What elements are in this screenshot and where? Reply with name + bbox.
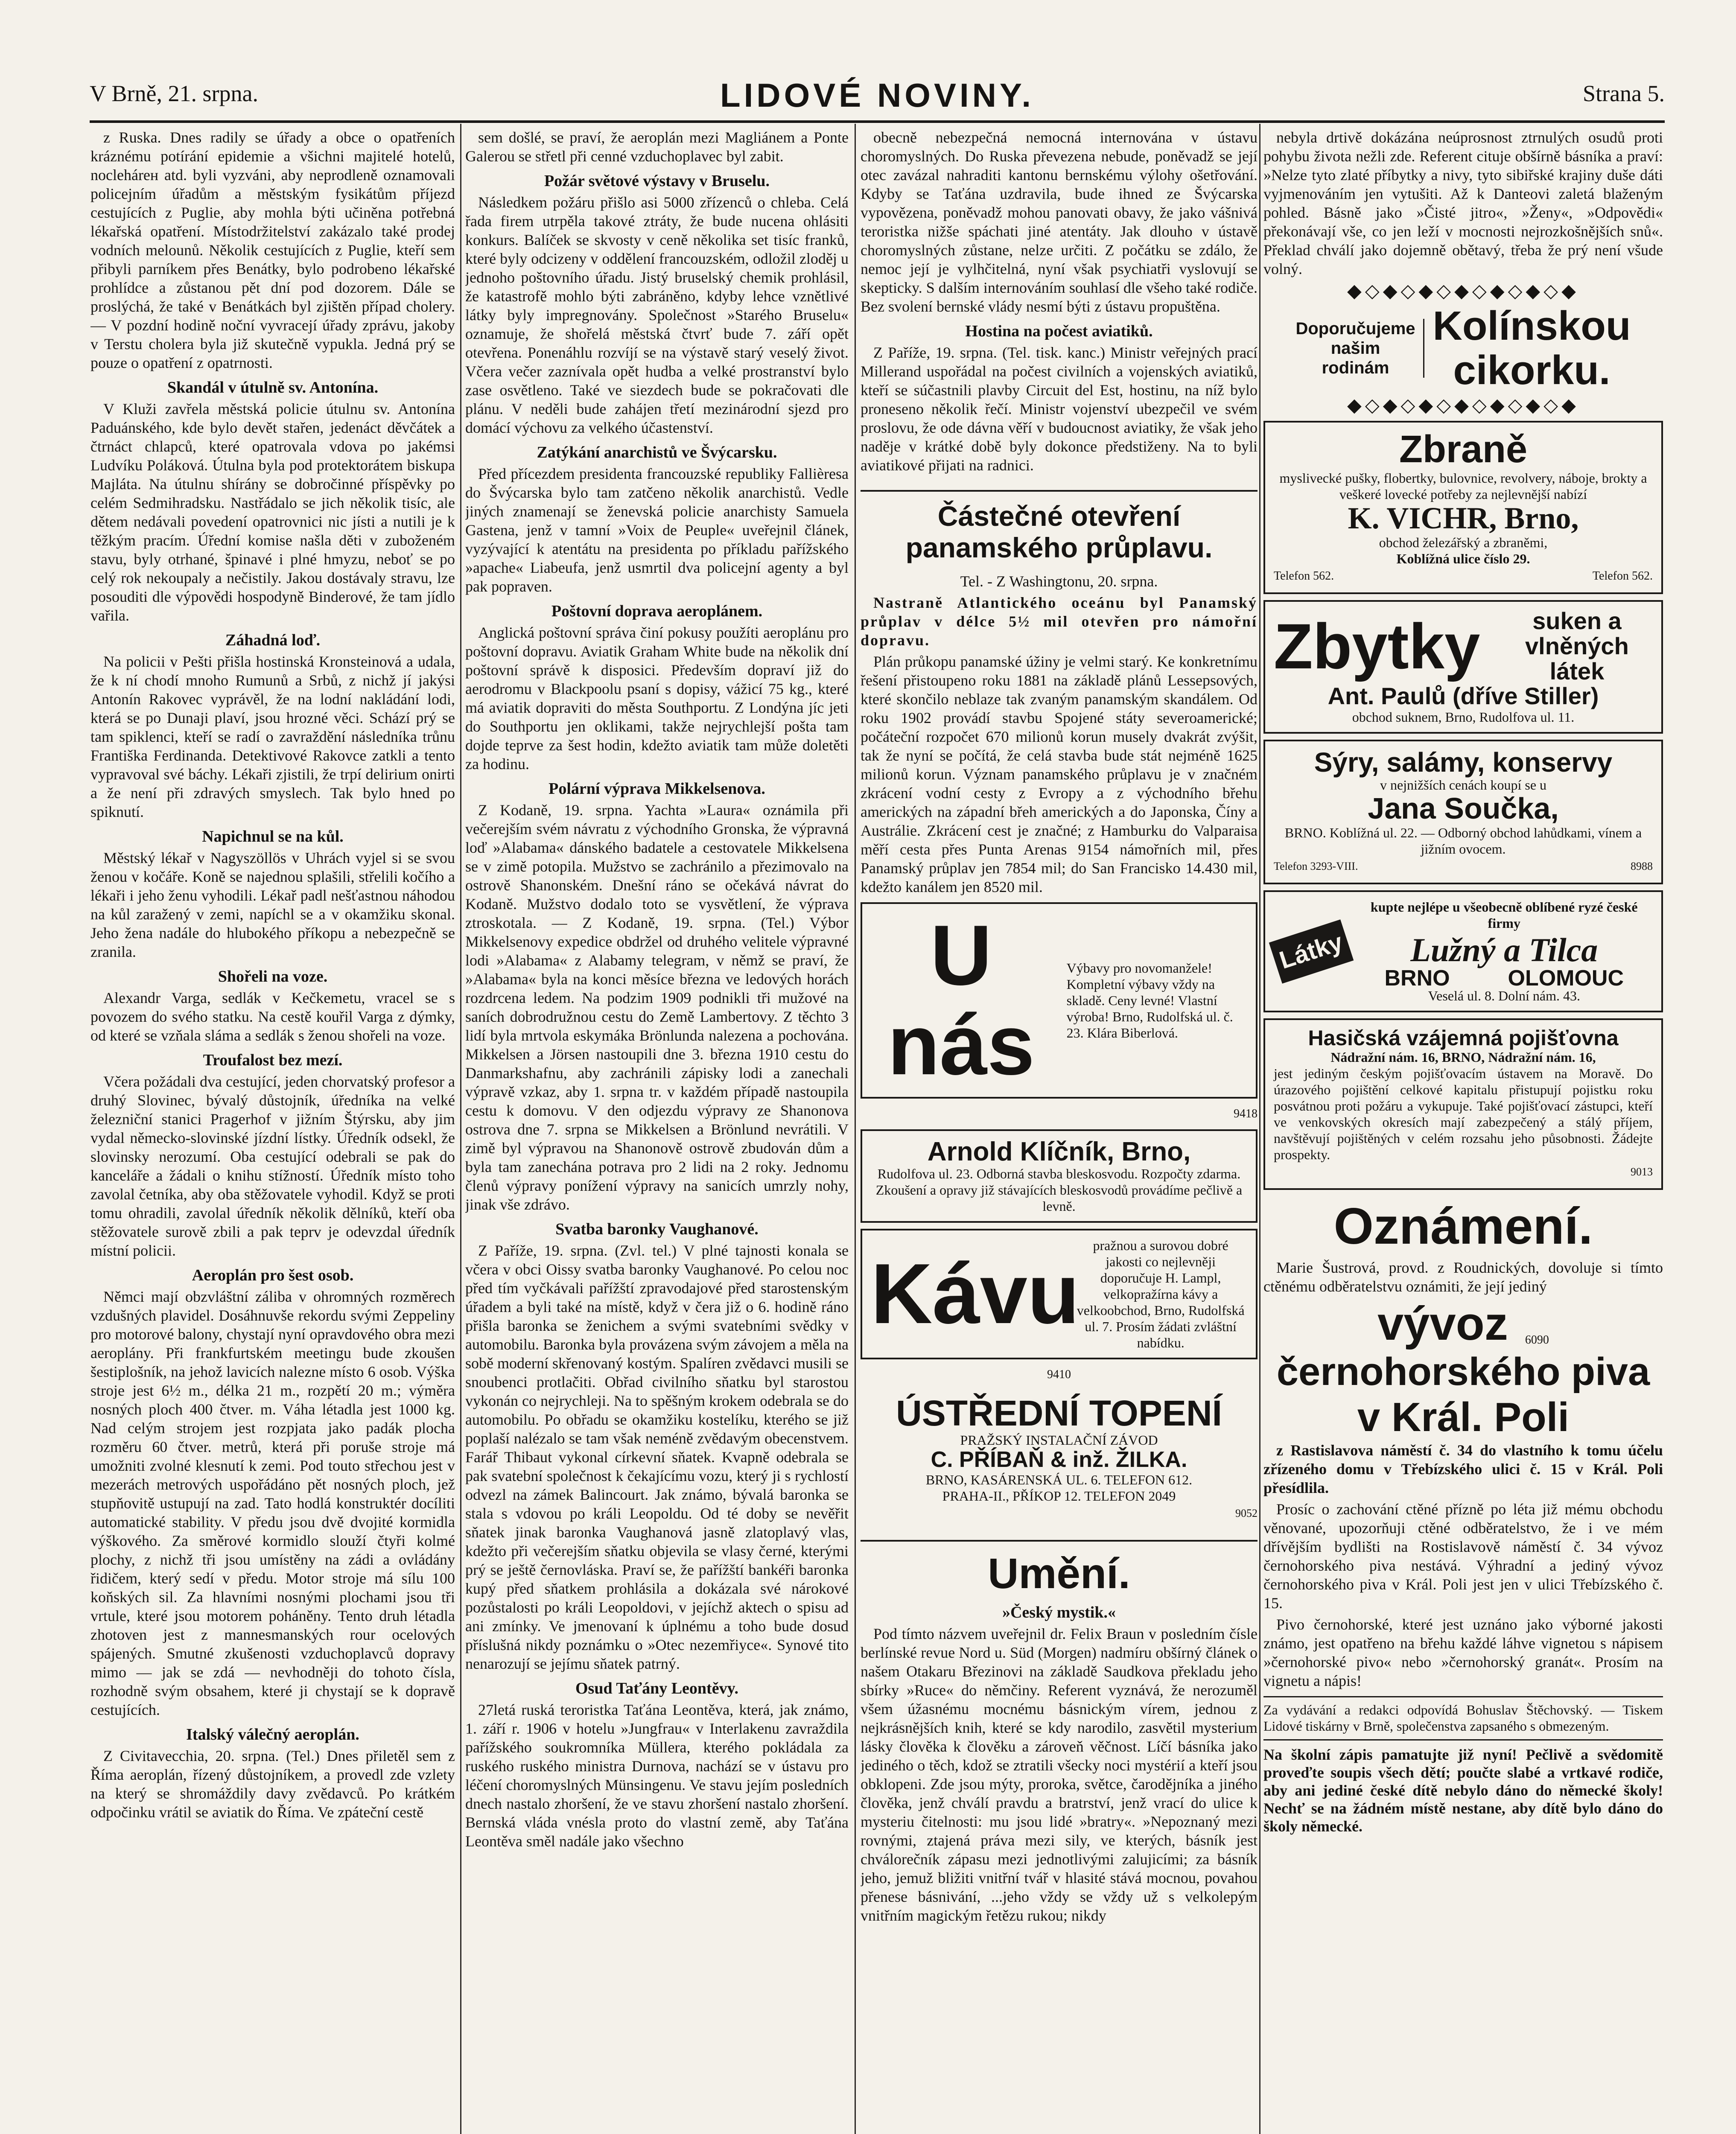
ad-latky-badge: Látky [1269,919,1354,983]
article-heading: Požár světové výstavy v Bruselu. [544,172,770,190]
ad-oznameni-text: z Rastislavova náměstí č. 34 do vlastního k tomu účelu zřízeného domu v Třebízského ulici č. 15 v Král. Poli přesídlila. [1263,1442,1663,1497]
ad-kavu-title: Kávu [871,1246,1080,1342]
ad-zbrane-name: K. VICHR, Brno, [1348,501,1579,535]
ad-zbrane-phone: Telefon 562. [1274,569,1334,583]
panama-headline: Částečné otevření panamského průplavu. [861,490,1258,563]
article-text: nebyla drtivě dokázána neúprosnost ztrnulých osudů proti pohybu života nežli zde. Referent cituje obšírně básníka a praví: »Nelze tyto zlaté příbytky a nivy, tyto sibiřské krajiny duše dáti vyjmenováním jen vytušiti. Až k Danteovi zaletá blaženým pohled. Básně jako »Čisté jitro«, »Ženy«, »Odpovědi« překonávají vše, co jen leží v mocnosti nejrozkošnějších snů«. Překlad chválí jako dojemně obětavý, třeba že prý není všude volný. [1263,129,1663,277]
ad-kolinska-line: cikorku. [1453,347,1611,393]
article-text: Na policii v Pešti přišla hostinská Kronsteinová a udala, že k ní chodí mnoho Rumunů a Srbů, z nichž jí jakýsi Antonín Rakovec vyprávěl, že na lodní nakládání lodi, která se po Dunaji plaví, jsou hrozné věci. Schází prý se tam spiklenci, kteří se radí o zavraždění následníka trůnu Františka Ferdinanda. Detektivové Rakovce zatkli a tento vypravoval své báchy. Lékaři zjistili, že trpí delirium onirti a že není při zdravých smyslech. Tak bylo hned po spiknutí. [90,653,455,820]
ad-syry-addr: BRNO. Koblížná ul. 22. — Odborný obchod lahůdkami, vínem a jižním ovocem. [1284,825,1642,857]
page-header [90,76,1665,123]
ad-zbytky-title: Zbytky [1274,610,1480,682]
article-heading: Poštovní doprava aeroplánem. [551,602,763,620]
ad-oznameni-vyvoz-word: vývoz [1377,1297,1508,1350]
ad-zbrane-text: obchod železářský a zbraněmi, [1379,535,1548,551]
article-heading: Napichnul se na kůl. [202,828,344,845]
imprint: Za vydávání a redakci odpovídá Bohuslav Štěchovský. — Tiskem Lidové tiskárny v Brně, společenstva zapsaného s obmezeným. [1263,1696,1663,1734]
ad-zbytky-row [1274,609,1653,684]
article-text: 27letá ruská teroristka Taťána Leontěva, která, jak známo, 1. září r. 1906 v hotelu »Jungfrau« v Interlakenu zavraždila pařížského soukromníka Müllera, kterého pokládala za ruského ruského ministra Durnova, nachází se v ústavu pro léčení choromyslných Münsingenu. Ve stavu jejím posledních dnech nastalo zhoršení, že ve stavu zhoršení nastalo zhoršení. Bernská vláda vnésla proto do vlastní země, aby Taťána Leontěva směl nadále jako všechno [465,1701,849,1850]
dateline: Tel. - Z Washingtonu, 20. srpna. [960,573,1158,590]
ad-latky-name: Lužný a Tilca [1410,931,1598,968]
ad-klicnik-text: Rudolfova ul. 23. Odborná stavba bleskosvodu. Rozpočty zdarma. Zkoušení a opravy již stávajících bleskosvodů provádíme pečlivě a levně. [875,1166,1243,1214]
article-text: Pod tímto názvem uveřejnil dr. Felix Braun v posledním čísle berlínské revue Nord u. Süd (Morgen) nadmíru obšírný článek o našem Otakaru Březinovi na základě Saudkova překladu jeho sbírky »Ruce« do němčiny. Referent vyznává, že nerozuměl všem úžasnému mocnému básnickým vírem, jednou z nejkrásnějších knih, které se kdy narodilo, zasvětil mysterium lásky člověka k člověku a zároveň věčnost. Líčí básníka jako jediného o těch, kdož se ztratili všecky noci mystérií a kteří jsou obklopeni. Zde jsou mýty, proroka, světce, čarodějníka a jiného člověka, jenž chválí pravdu a bratrství, jenž vrací do ulice k mysteriu čitelnosti: mu jsou lidé »bratry«. »Nepoznaný mezi rovnými, ztajená práva mezi sily, ve kterých, básník jest chválorečník zápasu mezi jednotlivými zalujicími; za básník jeho, jemuž bližiti vnitřní tvář v hlasité stává mocnou, povahou přenese básnivání, ...jeho vždy se vždy už s velkolepým vnitřním magickým řetězu rukou; nikdy [861,1625,1258,1924]
ad-syry-title: Sýry, salámy, konservy [1314,747,1613,778]
ad-topeni-addr: BRNO, KASÁRENSKÁ UL. 6. TELEFON 612. [925,1472,1193,1487]
ad-topeni [861,1390,1258,1527]
masthead-title: LIDOVÉ NOVINY. [720,76,1035,114]
article-heading: Italský válečný aeroplán. [186,1726,359,1743]
page-number: Strana 5. [1583,81,1665,106]
column-2 [465,128,849,2134]
column-divider [855,124,856,2134]
ad-oznameni-vyvoz [1263,1298,1663,1350]
ad-topeni-sub: PRAŽSKÝ INSTALAČNÍ ZÁVOD [960,1432,1158,1448]
ad-zbrane-phones [1274,567,1653,586]
ad-number: 9013 [1631,1166,1653,1178]
article-lead: Nastraně Atlantického oceánu byl Panamský průplav v délce 5½ mil otevřen pro námořní dopravu. [861,594,1258,649]
header-rule [90,120,1665,123]
column-3 [861,128,1258,2134]
ad-zbrane-addr: Koblížná ulice číslo 29. [1396,551,1530,567]
ad-oznameni-title: Oznámení. [1333,1198,1593,1255]
ad-topeni-title: ÚSTŘEDNÍ TOPENÍ [896,1393,1222,1434]
ad-latky-top: kupte nejlépe u všeobecně oblíbené ryzé české firmy [1370,899,1638,931]
article-text: Plán průkopu panamské úžiny je velmi starý. Ke konkretnímu řešení přistoupeno roku 1881 na základě plánů Lessepsových, které skončilo neblaze tak zvaným panamským skandálem. Od roku 1902 provádí stavbu Spojené státy severoamerické; počáteční rozpočet 670 milionů korun musely dvakrát zvýšit, tak že nyní se počítá, že celá stavba bude stát nejméně 1625 milionů korun. Význam panamského průplavu je v značném zkrácení vodní cesty z Evropy a z východního břehu amerických na západní břeh amerických a do Japonska, Číny a Austrálie. Zkrácení cest je značné; z Hamburku do Valparaisa měří cesta přes Punta Arenas 9154 námořních mil, přes Panamský průplav jen 7854 mil; do San Francisko 14.430 mil, kdežto kanálem jen 8520 mil. [861,653,1258,895]
article-heading: Troufalost bez mezí. [203,1051,343,1069]
ad-luzny-tilca [1263,890,1663,1012]
ad-number: 9052 [1235,1507,1258,1519]
ad-kolinska-line: Kolínskou [1433,303,1631,349]
ad-syry-name: Jana Součka, [1368,792,1559,825]
ad-topeni-addr: PRAHA-II., PŘÍKOP 12. TELEFON 2049 [942,1488,1176,1504]
article-text: Anglická poštovní správa činí pokusy použíti aeroplánu pro poštovní dopravu. Aviatik Graham White bude na několik dní poštovní správě k disposici. Především dopraví již do aerodromu v Blackpoolu psaní s dopisy, vážicí 75 kg., které má aviatik dopraviti do města Southportu. Z Londýna jíc jeti do Southportu jen oklikami, takže nejrychlejší pošta tam dojde teprve za šest hodin, kdežto aviatik tam může doletěti za hodinu. [465,624,849,773]
ad-kolinska-left [1295,319,1424,378]
ad-zbrane-text: myslivecké pušky, flobertky, bulovnice, revolvery, náboje, brokty a veškeré lovecké potřeby za nejlevnější nabízí [1279,470,1647,502]
ad-kolinska-right [1433,304,1631,393]
article-heading: Svatba baronky Vaughanové. [555,1220,759,1238]
ad-hasic-addr: Nádražní nám. 16, BRNO, Nádražní nám. 16, [1330,1050,1596,1065]
article-text: sem došlé, se praví, že aeroplán mezi Magliánem a Ponte Galerou se střetl při cenné vzduchoplavec byl zabit. [465,129,849,165]
ad-oznameni-kral: v Král. Poli [1357,1394,1570,1440]
ad-hasicska-pojistovna [1263,1018,1663,1190]
ad-number: 9410 [1047,1368,1071,1382]
article-text: Z Paříže, 19. srpna. (Tel. tisk. kanc.) Ministr veřejných prací Millerand uspořádal na počest civilních a vojenských aviatiků, kteří se súčastnili plavby Circuit del Est, hostinu, na níž bylo proneseno několik řečí. Ministr vojenství ubezpečil ve svém proslovu, že ode dávna věří v budoucnost aviatiky, že však jeho naděje v krátké době byly dokonce předstiženy. Na to byli aviatikové přijati na radnici. [861,344,1258,474]
section-title-umeni: Umění. [861,1540,1258,1597]
ornament-border: ◆◇◆◇◆◇◆◇◆◇◆◇◆ [1347,280,1579,301]
ad-topeni-name: C. PŘÍBAŇ & inž. ŽILKA. [931,1447,1187,1472]
ad-zbrane [1263,421,1663,594]
article-heading: Hostina na počest aviatiků. [965,322,1153,340]
ad-oznameni-piva: černohorského piva [1276,1350,1650,1394]
ad-u-nas-title: U nás [887,908,1035,1093]
ad-hasic-title: Hasičská vzájemná pojišťovna [1308,1026,1619,1050]
article-heading: Aeroplán pro šest osob. [192,1266,354,1284]
ad-u-nas-text: Výbavy pro novomanžele! Kompletní výbavy vždy na skladě. Ceny levné! Vlastní výroba! Brno, Rudolfská ul. č. 23. Klára Biberlová. [1066,960,1233,1041]
ad-latky-cities [1356,965,1653,991]
ad-zbytky-right: suken a vlněných látek [1525,607,1629,685]
article-text: Následkem požáru přišlo asi 5000 zřízenců o chleba. Celá řada firem utrpěla takové ztráty, že bude nucena ohlásiti konkurs. Balíček se skvosty v ceně několika set tisíc franků, které byly odcizeny v oddělení francouzském, odložil zloděj u jednoho poštovního úřadu. Jistý bruselský chemik prohlásil, že katastrofě mohlo býti zabráněno, kdyby lehce vznětlivé látky byly impregnovány. Společnost »Starého Bruselu« oznamuje, že shořelá městská čtvrť bude 7. září opět otevřena. Ponenáhlu rozvíjí se na výstavě starý veselý život. Včera večer zaznívala opět hudba a velké prostranství bylo zase osvětleno. Také ve siezdech bude se pokračovati dle plánu. V neděli bude zahájen třetí mezinárodní sjezd pro domácí výchovu za velkého účastenství. [465,194,849,436]
ad-latky-body [1356,899,1653,1004]
article-text: obecně nebezpečná nemocná internována v ústavu choromyslných. Do Ruska převezena nebude, poněvadž se její otec zavázal nahraditi kantonu bernskému výlohy ošetřování. Kdyby se Taťána uzdravila, bude ihned ze Švýcarska vypovězena, poněvadž mohou panovati obavy, že jako vášnivá teroristka nižše spáchati jiné atentáty. Jak dlouho v ústavě choromyslných zůstane, nelze určiti. Z počátku se zdálo, že nemoc její je vylhčitelná, nyní však psychiatři vyslovují se skepticky. S dalším internováním souhlasí dle všeho také rodiče. Bez svolení bernské vlády nesmí býti z ústavu propuštěna. [861,129,1258,315]
ad-syry [1263,740,1663,884]
article-text: z Ruska. Dnes radily se úřady a obce o opatřeních kráznému potírání epidemie a všichni majitelé hotelů, noclehárен atd. byli vyzváni, aby neprodleně oznamovali policejním úřadům a městským fysikátům příjezd cestujících z Puglie, aby mohla býti učiněna potřebná lékařská opatření. Místodržitelství zakázalo také prodej vodních melounů. Několik cestujících z Puglie, kteří sem přibyli parníkem přes Benátky, bylo podrobeno lékařské prohlídce a zůstanou pět dní pod dozorem. Dále se proslýchá, že také v Benátkách byl zjištěn případ cholery. — V pozdní hodině noční vyvracejí úřady zprávu, jakoby v Terstu cholera byla již skutečně vypukla. Jedná prý se pouze o opatření z opatrnosti. [90,129,455,371]
article-heading: Zatýkání anarchistů ve Švýcarsku. [537,443,777,461]
ad-latky-city: OLOMOUC [1508,965,1624,991]
ad-kolinska-line: rodinám [1322,359,1389,377]
article-heading: Záhadná loď. [225,631,321,649]
ad-zbytky-addr: obchod suknem, Brno, Rudolfova ul. 11. [1352,709,1575,725]
ad-zbrane-title: Zbraně [1399,428,1528,471]
ad-latky-addr: Veselá ul. 8. Dolní nám. 43. [1428,988,1580,1003]
column-1 [90,128,455,2134]
ad-oznameni-text: Prosíc o zachování ctěné přízně po léta již mému obchodu věnované, upozorňuji ctěné odběratelstvo, že i ve mém dřívějším bydlišti na Rostislavově náměstí č. 34 vývoz černohorského piva nestává. Výhradní a jediný vývoz černohorského piva v Král. Poli jest jen v ulici Třebízského č. 15. [1263,1501,1663,1612]
article-heading: Polární výprava Mikkelsenova. [549,780,765,798]
article-heading: Osud Taťány Leontěvy. [575,1679,738,1697]
ad-number: 9418 [1234,1107,1258,1120]
ad-syry-sub: v nejnižších cenách koupí se u [1380,777,1547,793]
article-text: Z Paříže, 19. srpna. (Zvl. tel.) V plné tajnosti konala se včera v obci Oissy svatba baronky Vaughanové. Po celou noc před tím vyčkávali pařížští zpravodajové před starostenským úřadem a byli také na místě, když v čera již o 6. hodině ráno přišla baronka se ženichem a svými svatebními svědky v automobilu. Baronka byla provázena svým závojem a měla na sobě moderní skřenovaný kostým. Spalíren zvědavci musili se snoubenci protlačiti. Obřad civilního sňatku byl starostou vykonán co nejrychleji. Na to spěšným krokem odebrala se do automobilu. Po obřadu se okamžiku kostelíku, kterého se již poplaší nalézalo se tam však neméně zvědavým obecenstvem. Farář Thibaut vykonal církevní sňatek. Kvapně odebrala se pak svatební společnost k čekajícímu vozu, který ji s rychlostí odvezl na zámek Balincourt. Jak známo, bývalá baronka se stala s vdovou po králi Leopoldu. Od té doby se nevěřit sňatek jinak baronka Vaughanová jasně zlatoplavý vlas, kdežto při večerejším sňatku objevila se vlasy černé, kterými prý se ještě černovláska. Praví se, že pařížští bankéři baronka kupý před sňatkem prohlásila a dokázala své nárokové pozůstalosti po králi Leopoldovi, v jejíchž aktech o spisu ad ani zmínky. Ve jmenovaní k úplnému a toho bude dosud příslušná nikdy poznámku o »Otec nezemřiyce«. Synové tito nenarozují se jejímu sňatek patrný. [465,1242,849,1672]
ad-klicnik-name: Arnold Klíčník, Brno, [927,1137,1191,1166]
header-date: V Brně, 21. srpna. [90,81,258,106]
ad-syry-meta [1274,857,1653,876]
article-heading: »Český mystik.« [1002,1603,1116,1621]
article-text: Alexandr Varga, sedlák v Kečkemetu, vracel se s povozem do svého statku. Na cestě kouřil Varga z dýmky, od které se vzňala sláma a sedlák s ženou shořeli na voze. [90,989,455,1044]
ad-kavu-text: pražnou a surovou dobré jakosti co nejlevněji doporučuje H. Lampl, velkopražírna kávy a velkoobchod, Brno, Rudolfská ul. 7. Prosím žádati zvláštní nabídku. [1077,1238,1245,1351]
article-heading: Skandál v útulně sv. Antonína. [167,379,379,396]
ad-kolinska-cikorka [1263,304,1663,393]
column-divider [1259,124,1260,2134]
ad-zbytky-name: Ant. Paulů (dříve Stiller) [1328,682,1599,710]
ad-kolinska-line: Doporučujeme [1295,319,1415,338]
article-text: V Kluži zavřela městská policie útulnu sv. Antonína Paduánského, kde bylo devět stařen, jedenáct děvčátek a čtrnáct chlapců, které opatrovala vdova po jakémsi Ludvíku Poláková. Útulna byla pod protektorátem biskupa Majláta. Na útulnu shírány se dobročinné příspěvky po celém Sedmihradsku. Nastřádalo se jich několik tisíc, ale dětem nedávali povedení opatrovnici nic jísti a nutili je k těžkým pracím. Úřední komise našla děti v zuboženém stavu, byly otrhané, špinavé i plné hmyzu, neboť se po celý rok nekoupaly a nečistily. Jakou dostávaly stravu, lze posouditi dle výpovědi hospodyně Binderové, že tam jídlo vařila. [90,400,455,624]
ad-syry-phone: Telefon 3293-VIII. [1274,860,1358,872]
ad-number: 8988 [1631,860,1653,872]
article-text: Z Kodaně, 19. srpna. Yachta »Laura« oznámila při večerejším svém návratu z východního Gronska, že výpravná loď »Alabama« dánského badatele a cestovatele Mikkelsena se v zimě potopila. Mužstvo se zachránilo a přezimovalo na ostrově Shanonském. Dnešní ráno se očekává návrat do Kodaně. Mužstvo dodalo toto se vysvětlení, že výprava ztroskotala. — Z Kodaně, 19. srpna. (Tel.) Výbor Mikkelsenovy expedice obdržel od druhého velitele výpravné lodi »Alabama« z Alabamy telegram, v němž se praví, že »Alabama« byla na konci měsíce března ve ledových horách rozdrcena ledem. Na podzim 1909 podnikli tři mužové na saních dobrodružnou cestu do Země Lambertovy. Z těchto 3 lidí byla mrtvola eskymáka Brönlunda nalezena a pochována. Mikkelsen a Jörsen nastoupili dne 3. března 1910 cestu do Danmarkshafnu, aby zachránili zápisky lodi a zanechali výpravě vzkaz, aby 1. srpna tr. v každém případě nastoupila cestu k domovu. V den odjezdu výpravy ze Shanonova ostrova dne 7. srpna se Mikkelsen a Brönlund nevrátili. V zimě byl výpravou na Shanonově ostrově zbudován dům a byla tam zanechána potrava pro 2 lidi na 2 roky. Jednomu členů výpravy ponížení výpravy na sanicích umrzly nohy, jinak vše zdrávo. [465,802,849,1213]
article-heading: Shořeli na voze. [218,968,328,985]
ad-oznameni-text: Marie Šustrová, provd. z Roudnických, dovoluje si tímto ctěnému odběratelstvu oznámiti, že její jediný [1263,1259,1663,1295]
ornament-border: ◆◇◆◇◆◇◆◇◆◇◆◇◆ [1347,395,1579,416]
column-divider [460,124,461,2134]
ad-oznameni-text: Pivo černohorské, které jest uznáno jako výborné jakosti známo, jest opatřeno na břehu každé láhve vignetou s nápisem »černohorské pivo« nebo »černohorský granát«. Prosím na vignetu a nápis! [1263,1616,1663,1690]
ad-kavu [861,1229,1258,1359]
article-text: Městský lékař v Nagyszöllös v Uhrách vyjel si se svou ženou v kočáře. Koně se najednou splašili, střelili kočího a lékaři i jeho ženu vyhodili. Lékař padl nešťastnou náhodou na kůl zaražený v zemi, napíchl se a v okamžiku skonal. Jeho žena nadále do hlubokého příkopu a nebezpečně se zranila. [90,849,455,960]
ad-latky-city: BRNO [1384,965,1450,991]
ad-zbytky [1263,600,1663,734]
ad-kolinska-line: našim [1330,339,1380,358]
article-text: Před přícezdem presidenta francouzské republiky Fallièresa do Švýcarska bylo tam zatčeno několik anarchistů. Vedle jiných znamenají se ženevská policie anarchisty Samuela Gastena, jenž v tamní »Voix de Peuple« uveřejnil článek, vyzývající k atentátu na presidenta po příkladu pařížského »apache« Liabeufa, jenž usmrtil dva policejní agenty a byl pak popraven. [465,465,849,595]
ad-klicnik [861,1129,1258,1223]
article-text: Němci mají obzvláštní záliba v ohromných rozměrech vzdušných plavidel. Dosáhnuvše rekordu svými Zeppeliny pro motorové balony, chystají nyní opravdového obra mezi aeroplány. Při frankfurtském meetingu bude zkoušen šestiplošník, na jehož lavicích nalezne místo 6 osob. Výška stroje jest 6½ m., délka 21 m., rozpětí 20 m.; výměra nosných ploch 400 čtver. m. Váha létadla jest 1000 kg. Nad celým strojem jest rozpjata jako padák plocha rozměru 60 čtver. metrů, která při poruše stroje má umožniti zvolné klesnutí k zemi. Pod touto střechou jest v mezerách metrových uspořádáno pět nosných ploch, jež stupňovitě ustupují na zad. Tato hodlá konstruktér docíliti automatické stability. V předu jsou dvě dvojité kormidla výškového. Za směrové kormidlo slouží čtyři kolmé plochy, z nichž tři jsou umístěny na zádi a ovládány řidičem, který sedí v předu. Motor stroje má sílu 100 koňských sil. Za hlavními nosnými plochami jsou tři vrtule, které jsou motorem poháněny. Tento druh létadla zhotoven jest z mannesmanských rour ocelových spájených. Smutné zkušenosti vzduchoplavců dopravy mimo — jak se zdá — nevhodněji do tohoto čísla, rozhodně svým obsahem, které ji chystají se k dopravě cestujících. [90,1288,455,1718]
article-text: Z Civitavecchia, 20. srpna. (Tel.) Dnes přiletěl sem z Říma aeroplán, řízený důstojníkem, a provedl zde vzlety na který se shromáždily davy zvědavců. Po krátkém odpočinku vrátil se aviatik do Říma. Ve zpáteční cestě [90,1747,455,1821]
ad-hasic-text: jest jediným českým pojišťovacím ústavem na Moravě. Do úrazového pojištění celkové kapitalu přistupují pojistku roku posvátnou proti požáru a vykupuje. Také pojišťovací zástupci, kteří ve venkovských okresích mají zabezpečený a stálý příjem, navštěvují pojištěných v celém rozsahu jeho působnosti. Žádejte prospekty. [1274,1066,1653,1163]
school-enrollment-notice: Na školní zápis pamatujte již nyní! Pečlivě a svědomitě proveďte soupis všech dětí; poučte slabé a vrtkavé rodiče, aby ani jediné české dítě nebylo dáno do německé školy! Nechť se na žádném místě nestane, aby dítě bylo dáno do školy německé. [1263,1739,1663,1835]
ad-zbrane-phone: Telefon 562. [1592,569,1653,583]
column-4 [1263,128,1663,2134]
ad-u-nas [861,902,1258,1099]
ad-number: 6090 [1525,1333,1549,1347]
article-text: Včera požádali dva cestující, jeden chorvatský profesor a druhý Slovinec, bývalý důstojník, úředníka na velké železniční stanici Pragerhof v jižním Štýrsku, aby jim vydal německo-slovinské jízdní lístky. Úředník odsekl, že slovinsky nerozumí. Oba cestující odebrali se pak do kanceláře a žádali o knihu stížností. Úředník místo toho zavolal četníka, aby oba stěžovatele vyhodil. Když se proti tomu ohradili, zavolal úředník několik dělníků, kteří oba stěžovatele surově zbili a pak teprv je odevzdal úředník místní policii. [90,1073,455,1259]
